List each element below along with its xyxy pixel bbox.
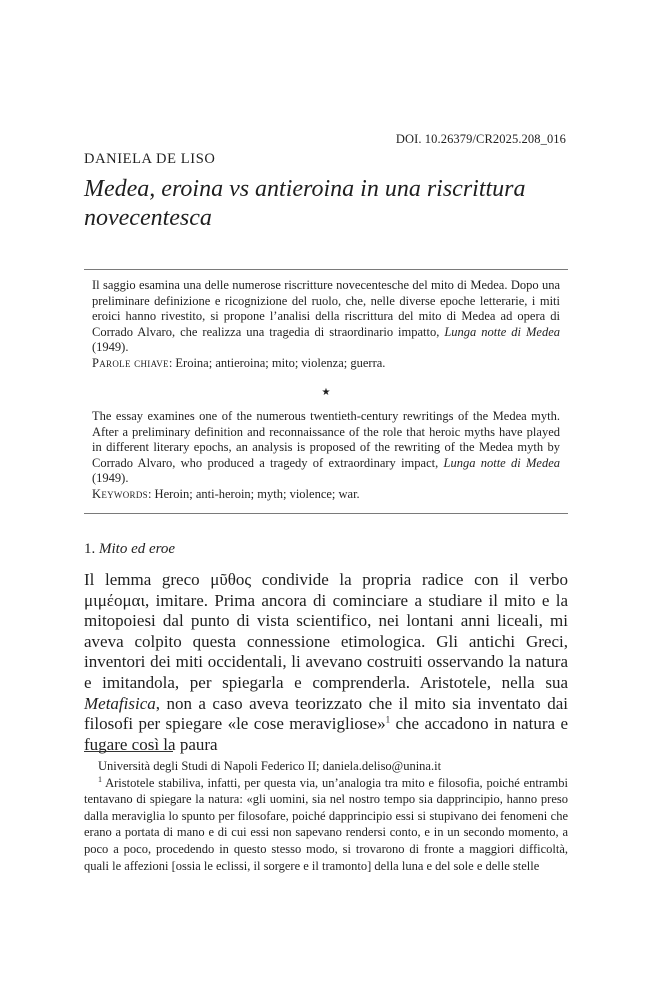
abstract-it-text: Il saggio esamina una delle numerose riscritture novecentesche del mito di Medea. Dopo una preliminare definizione e ricognizione del ruolo, che, nelle diverse epoche letterarie, i miti eroici hanno rivestito, si propone l’analisi della riscrittura del mito di Medea ad opera di Corrado Alvaro, che realizza una tragedia di straordinario impatto, [92, 278, 560, 339]
footnote-1-text: Aristotele stabiliva, infatti, per questa via, un’analogia tra mito e filosofia, poiché entrambi tentavano di spiegare la natura: «gli uomini, sia nel nostro tempo sia dapprincipio, hanno preso dalla meraviglia lo spunto per filosofare, poiché dapprincipio essi si stupivano dei fenomeni che erano a portata di mano e di cui essi non sapevano rendersi conto, e in un secondo momento, a poco a poco, procedendo in questo stesso modo, si trovarono di fronte a maggiori difficoltà, quali le affezioni [ossia le eclissi, il sorgere e il tramonto] della luna e del sole e delle stelle [84, 775, 568, 873]
star-separator-icon: ★ [321, 387, 331, 398]
body-text-3: che accadono in natura e fugare così la paura [84, 714, 568, 754]
footnote-ref[interactable]: 1 [385, 714, 391, 725]
abstract-box [84, 269, 568, 514]
abstract-english [92, 409, 560, 502]
section-number: 1. [84, 541, 99, 557]
abstract-it-text-end: (1949). [92, 340, 129, 354]
article-title: Medea, eroina vs antieroina in una riscrittura novecentesca [84, 176, 526, 231]
abstract-italian [92, 278, 560, 371]
abstract-it-work-title: Lunga notte di Medea [444, 324, 560, 339]
abstract-en-text-end: (1949). [92, 471, 129, 485]
author-affiliation: Università degli Studi di Napoli Federico II; daniela.deliso@unina.it [98, 759, 442, 773]
section-heading [84, 541, 175, 558]
doi-label: DOI. 10.26379/CR2025.208_016 [395, 132, 566, 146]
footnote-divider [84, 751, 173, 752]
body-text-2: , non a caso aveva teorizzato che il mito sia inventato dai filosofi per spiegare «le cose meravigliose» [84, 693, 568, 734]
keywords-label-it: Parole chiave [92, 355, 169, 370]
abstract-en-work-title: Lunga notte di Medea [443, 455, 560, 470]
footnote-1-number: 1 [98, 774, 102, 784]
body-italic-work: Metafisica [84, 693, 156, 713]
footnotes-area [84, 758, 568, 874]
keywords-it: : Eroina; antieroina; mito; violenza; guerra. [168, 355, 386, 370]
abstract-en-text: The essay examines one of the numerous twentieth-century rewritings of the Medea myth. After a preliminary definition and reconnaissance of the role that heroic myths have played in different literary epochs, an analysis is proposed of the rewriting of the Medea myth by Corrado Alvaro, who produced a tragedy of extraordinary impact, [92, 409, 560, 470]
body-text-1: Il lemma greco μῦθος condivide la propria radice con il verbo μιμέομαι, imitare. Prima ancora di cominciare a studiare il mito e la mitopoiesi dal punto di vista scientifico, nei lontani anni liceali, mi aveva colpito questa connessione etimologica. Gli antichi Greci, inventori dei miti occidentali, li avevano costruiti osservando la natura e imitandola, per spiegarla e comprenderla. Aristotele, nella sua [84, 570, 568, 692]
keywords-label-en: Keywords [92, 486, 148, 501]
footnote-1 [84, 775, 568, 875]
author-name: DANIELA DE LISO [84, 151, 216, 167]
keywords-en: : Heroin; anti-heroin; myth; violence; war. [147, 486, 360, 501]
body-paragraph [84, 570, 568, 755]
section-title: Mito ed eroe [99, 541, 176, 557]
